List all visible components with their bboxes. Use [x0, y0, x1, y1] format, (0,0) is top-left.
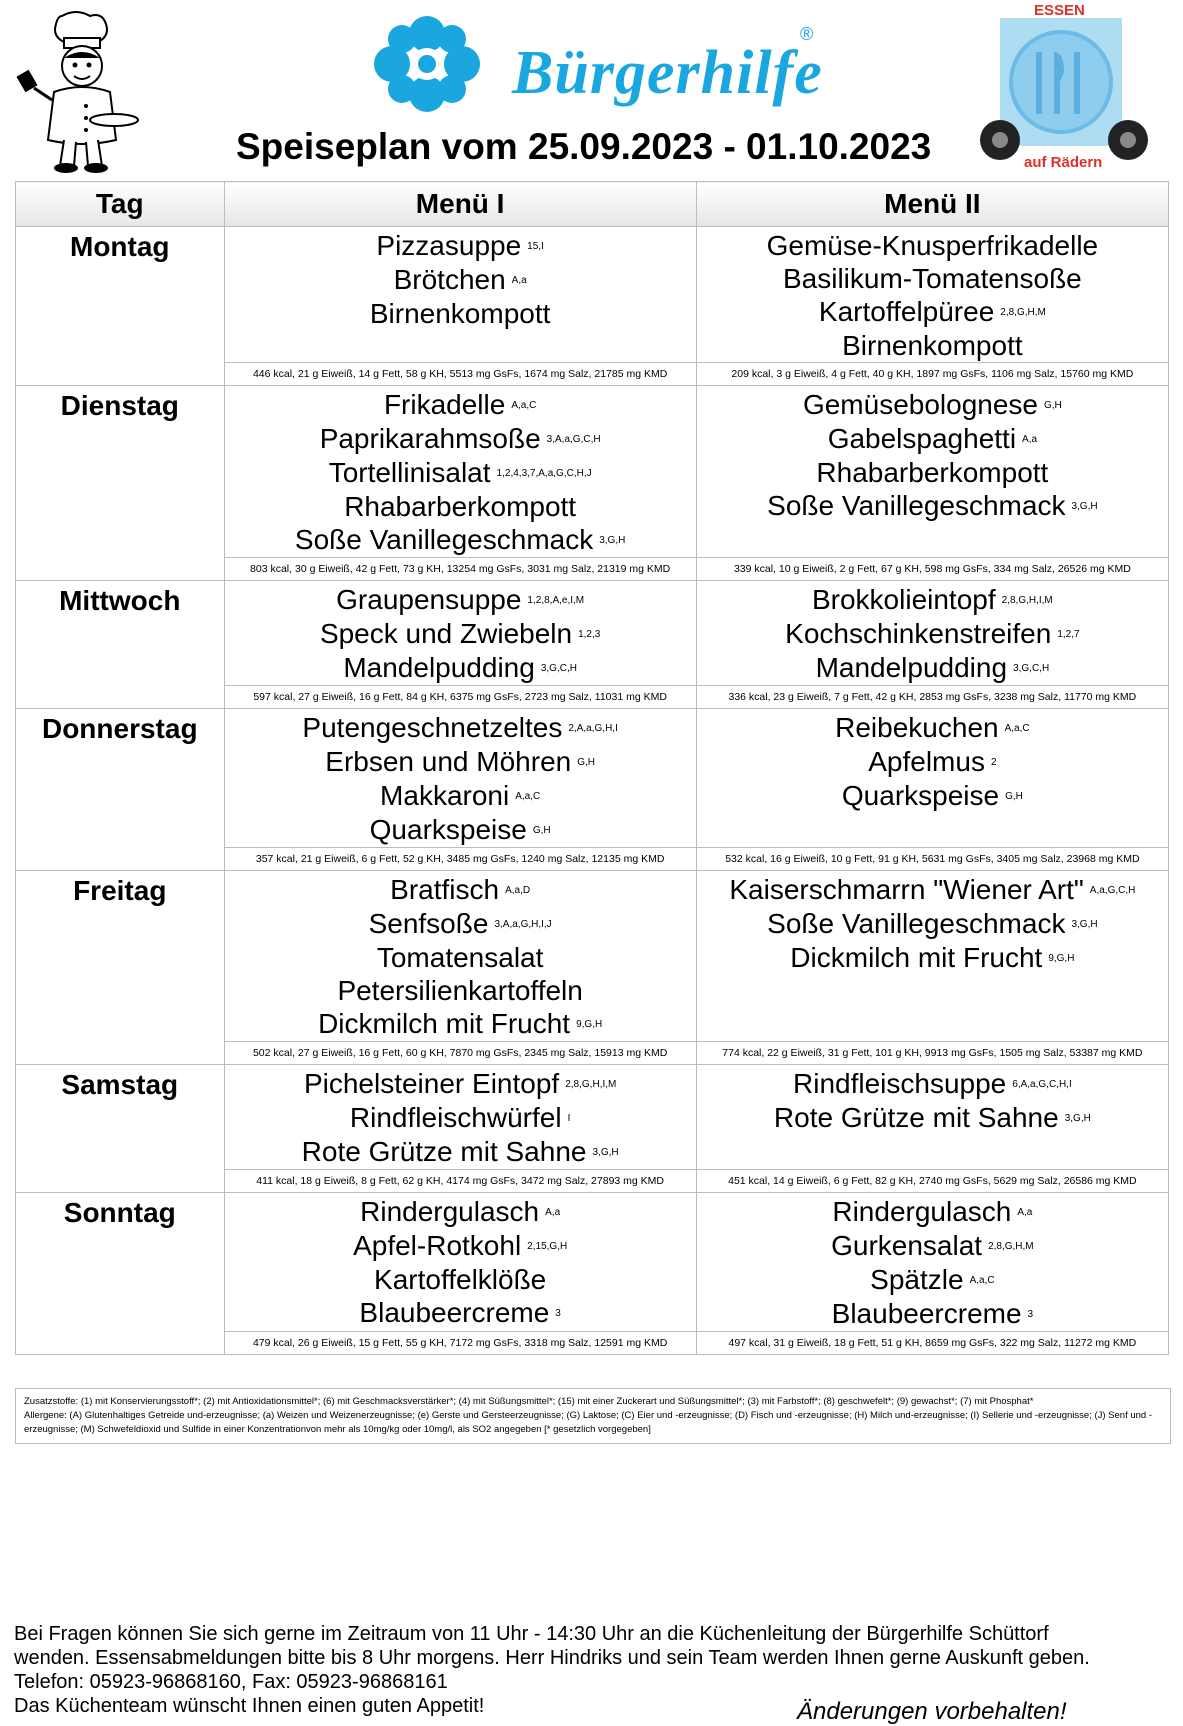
- nutrition-menu-1: 502 kcal, 27 g Eiweiß, 16 g Fett, 60 g KH, 7870 mg GsFs, 2345 mg Salz, 15913 mg KMD: [224, 1042, 696, 1065]
- table-header-row: [16, 182, 1169, 227]
- dish-name: Mandelpudding: [343, 652, 535, 683]
- meal-plate-icon: [970, 0, 1170, 180]
- allergen-code: A,a: [1022, 434, 1038, 445]
- dish-item: [225, 813, 696, 847]
- chef-illustration: [14, 8, 149, 178]
- dish-item: [225, 779, 696, 813]
- dish-name: Apfelmus: [868, 746, 985, 777]
- day-row: [16, 709, 1169, 848]
- dish-item: [697, 651, 1168, 685]
- dish-item: [225, 1296, 696, 1330]
- allergen-code: 3: [555, 1308, 561, 1319]
- dish-item: [225, 1263, 696, 1296]
- allergen-code: 3,G,H: [1071, 501, 1098, 512]
- dish-item: [697, 456, 1168, 489]
- auf-raedern-label: auf Rädern: [1024, 154, 1103, 171]
- allergen-code: 2,15,G,H: [527, 1241, 568, 1252]
- nutrition-menu-1: 803 kcal, 30 g Eiweiß, 42 g Fett, 73 g KH, 13254 mg GsFs, 3031 mg Salz, 21319 mg KMD: [224, 558, 696, 581]
- dish-item: [697, 583, 1168, 617]
- dish-name: Reibekuchen: [835, 712, 999, 743]
- dish-name: Rindergulasch: [832, 1196, 1012, 1227]
- day-row: [16, 227, 1169, 363]
- dish-item: [697, 1263, 1168, 1297]
- dish-item: [225, 745, 696, 779]
- dish-item: [225, 1067, 696, 1101]
- dish-name: Soße Vanillegeschmack: [767, 490, 1066, 521]
- allergen-code: 2: [990, 757, 997, 768]
- dish-name: Brötchen: [393, 264, 506, 295]
- essen-label: ESSEN: [1034, 2, 1085, 19]
- day-name: Mittwoch: [16, 581, 225, 709]
- allergen-code: I: [567, 1113, 571, 1124]
- nutrition-menu-1: 597 kcal, 27 g Eiweiß, 16 g Fett, 84 g KH, 6375 mg GsFs, 2723 mg Salz, 11031 mg KMD: [224, 686, 696, 709]
- dish-name: Graupensuppe: [336, 584, 522, 615]
- dish-item: [697, 711, 1168, 745]
- allergen-code: A,a: [1017, 1207, 1033, 1218]
- day-row: [16, 1193, 1169, 1332]
- dish-name: Erbsen und Möhren: [325, 746, 572, 777]
- nutrition-menu-1: 411 kcal, 18 g Eiweiß, 8 g Fett, 62 g KH, 4174 mg GsFs, 3472 mg Salz, 27893 mg KMD: [224, 1170, 696, 1193]
- day-name: Sonntag: [16, 1193, 225, 1355]
- nutrition-menu-1: 357 kcal, 21 g Eiweiß, 6 g Fett, 52 g KH, 3485 mg GsFs, 1240 mg Salz, 12135 mg KMD: [224, 848, 696, 871]
- dish-item: [697, 295, 1168, 329]
- dish-name: Rote Grütze mit Sahne: [301, 1136, 587, 1167]
- dish-name: Gurkensalat: [831, 1230, 983, 1261]
- dish-name: Frikadelle: [383, 389, 506, 420]
- nutrition-menu-1: 446 kcal, 21 g Eiweiß, 14 g Fett, 58 g KH, 5513 mg GsFs, 1674 mg Salz, 21785 mg KMD: [224, 363, 696, 386]
- dish-item: [225, 974, 696, 1007]
- dish-item: [225, 490, 696, 523]
- dish-name: Gemüse-Knusperfrikadelle: [766, 230, 1099, 261]
- dish-name: Dickmilch mit Frucht: [318, 1008, 571, 1039]
- dish-name: Apfel-Rotkohl: [353, 1230, 522, 1261]
- dish-item: [225, 1007, 696, 1041]
- dish-item: [225, 388, 696, 422]
- dish-name: Soße Vanillegeschmack: [767, 908, 1066, 939]
- dish-item: [697, 745, 1168, 779]
- dish-name: Rhabarberkompott: [816, 457, 1049, 488]
- dish-name: Kochschinkenstreifen: [785, 618, 1052, 649]
- dish-name: Quarkspeise: [369, 814, 527, 845]
- dish-name: Kartoffelklöße: [374, 1264, 547, 1295]
- menu-2-cell: [696, 386, 1168, 558]
- allergen-code: 15,I: [527, 241, 544, 252]
- dish-name: Spätzle: [870, 1264, 964, 1295]
- dish-name: Petersilienkartoffeln: [337, 975, 583, 1006]
- allergen-code: 1,2,8,A,e,I,M: [527, 595, 585, 606]
- allergen-code: 3,G,H: [1064, 1113, 1091, 1124]
- dish-name: Rindfleischwürfel: [349, 1102, 562, 1133]
- allergen-code: 9,G,H: [1048, 953, 1075, 964]
- dish-item: [697, 907, 1168, 941]
- menu-table: [15, 181, 1169, 1355]
- dish-item: [697, 262, 1168, 295]
- dish-name: Blaubeercreme: [359, 1297, 550, 1328]
- allergen-code: 1,2,4,3,7,A,a,G,C,H,J: [496, 468, 592, 479]
- dish-item: [697, 388, 1168, 422]
- footer-line-2: wenden. Essensabmeldungen bitte bis 8 Uhr morgens. Herr Hindriks und sein Team werden Ihnen gerne Auskunft geben.: [14, 1647, 1090, 1669]
- allergen-code: A,a,C: [969, 1275, 995, 1286]
- dish-item: [697, 1101, 1168, 1135]
- day-name: Freitag: [16, 871, 225, 1065]
- allergen-code: 9,G,H: [576, 1019, 603, 1030]
- day-name: Montag: [16, 227, 225, 386]
- table-body: [16, 227, 1169, 1355]
- dish-name: Rindfleischsuppe: [793, 1068, 1007, 1099]
- footer-line-3: Telefon: 05923-96868160, Fax: 05923-96868161: [14, 1671, 448, 1693]
- menu-2-cell: [696, 227, 1168, 363]
- allergen-code: 2,8,G,H,I,M: [565, 1079, 617, 1090]
- dish-name: Mandelpudding: [815, 652, 1008, 683]
- dish-item: [697, 489, 1168, 523]
- dish-item: [225, 617, 696, 651]
- dish-name: Tomatensalat: [376, 942, 544, 973]
- dish-name: Gabelspaghetti: [827, 423, 1017, 454]
- allergen-code: 3,G,H: [599, 535, 626, 546]
- nutrition-menu-1: 479 kcal, 26 g Eiweiß, 15 g Fett, 55 g KH, 7172 mg GsFs, 3318 mg Salz, 12591 mg KMD: [224, 1332, 696, 1355]
- essen-auf-raedern-logo: [970, 0, 1170, 180]
- menu-2-cell: [696, 871, 1168, 1042]
- allergen-code: A,a: [511, 275, 527, 286]
- dish-name: Birnenkompott: [369, 298, 551, 329]
- allergen-code: A,a,G,C,H: [1089, 885, 1136, 896]
- nutrition-menu-2: 336 kcal, 23 g Eiweiß, 7 g Fett, 42 g KH, 2853 mg GsFs, 3238 mg Salz, 11770 mg KMD: [696, 686, 1168, 709]
- dish-item: [225, 941, 696, 974]
- allergen-code: 1,2,7: [1057, 629, 1080, 640]
- dish-name: Speck und Zwiebeln: [319, 618, 573, 649]
- dish-item: [697, 229, 1168, 262]
- additives-line: Zusatzstoffe: (1) mit Konservierungsstoff*; (2) mit Antioxidationsmittel*; (6) mit Geschmacksverstärker*; (4) mit Süßungsmittel*; (15) mit einer Zuckerart und Süßungsmittel*; (3) mit Farbstoff*; (8) geschwefelt*; (9) gewachst*; (7) mit Phosphat*: [24, 1396, 1034, 1407]
- dish-item: [697, 329, 1168, 362]
- changes-reserved-note: Änderungen vorbehalten!: [797, 1698, 1067, 1725]
- dish-name: Birnenkompott: [842, 330, 1023, 361]
- day-name: Dienstag: [16, 386, 225, 581]
- dish-name: Kaiserschmarrn "Wiener Art": [729, 874, 1084, 905]
- allergen-code: 2,8,G,H,M: [1000, 307, 1046, 318]
- dish-name: Bratfisch: [390, 874, 500, 905]
- nutrition-menu-2: 497 kcal, 31 g Eiweiß, 18 g Fett, 51 g KH, 8659 mg GsFs, 322 mg Salz, 11272 mg KMD: [696, 1332, 1168, 1355]
- dish-item: [697, 1297, 1168, 1331]
- additives-allergens-notes: [15, 1388, 1171, 1444]
- dish-item: [225, 873, 696, 907]
- dish-item: [225, 263, 696, 297]
- dish-item: [225, 1195, 696, 1229]
- allergen-code: G,H: [577, 757, 595, 768]
- buergerhilfe-logo: [372, 14, 823, 124]
- dish-item: [697, 779, 1168, 813]
- menu-1-cell: [224, 386, 696, 558]
- registered-mark: ®: [800, 24, 814, 44]
- day-name: Donnerstag: [16, 709, 225, 871]
- dish-item: [225, 456, 696, 490]
- dish-item: [697, 422, 1168, 456]
- allergen-code: 3,G,H: [1071, 919, 1098, 930]
- day-row: [16, 386, 1169, 558]
- dish-name: Pichelsteiner Eintopf: [303, 1068, 560, 1099]
- flower-icon: [372, 14, 482, 114]
- allergen-code: 6,A,a,G,C,H,I: [1012, 1079, 1072, 1090]
- allergen-code: A,a,C: [511, 400, 537, 411]
- footer-line-4: Das Küchenteam wünscht Ihnen einen guten Appetit!: [14, 1695, 485, 1717]
- allergen-code: 3,G,C,H: [540, 663, 577, 674]
- dish-name: Senfsoße: [368, 908, 489, 939]
- logo-text: Bürgerhilfe: [512, 39, 823, 107]
- allergen-code: 1,2,3: [578, 629, 601, 640]
- allergen-code: A,a: [545, 1207, 561, 1218]
- allergen-code: G,H: [1005, 791, 1023, 802]
- menu-2-cell: [696, 709, 1168, 848]
- menu-1-cell: [224, 1193, 696, 1332]
- allergen-code: 2,A,a,G,H,I: [568, 723, 618, 734]
- dish-name: Basilikum-Tomatensoße: [782, 263, 1082, 294]
- dish-item: [225, 229, 696, 263]
- allergen-code: 3,A,a,G,H,I,J: [494, 919, 552, 930]
- menu-1-cell: [224, 709, 696, 848]
- footer-line-1: Bei Fragen können Sie sich gerne im Zeitraum von 11 Uhr - 14:30 Uhr an die Küchenleitung der Bürgerhilfe Schüttorf: [14, 1623, 1049, 1645]
- header-menu-1: Menü I: [224, 182, 696, 227]
- dish-name: Quarkspeise: [841, 780, 1000, 811]
- allergen-code: 3,G,H: [592, 1147, 619, 1158]
- allergen-code: G,H: [532, 825, 551, 836]
- dish-item: [225, 297, 696, 330]
- day-row: [16, 581, 1169, 686]
- allergen-code: 2,8,G,H,I,M: [1001, 595, 1053, 606]
- nutrition-menu-2: 451 kcal, 14 g Eiweiß, 6 g Fett, 82 g KH, 2740 mg GsFs, 5629 mg Salz, 26586 mg KMD: [696, 1170, 1168, 1193]
- header-day: Tag: [16, 182, 225, 227]
- dish-name: Brokkolieintopf: [811, 584, 996, 615]
- allergen-code: 3,G,C,H: [1013, 663, 1050, 674]
- day-row: [16, 871, 1169, 1042]
- nutrition-menu-2: 532 kcal, 16 g Eiweiß, 10 g Fett, 91 g KH, 5631 mg GsFs, 3405 mg Salz, 23968 mg KMD: [696, 848, 1168, 871]
- allergen-code: 3: [1027, 1309, 1034, 1320]
- dish-item: [225, 711, 696, 745]
- dish-item: [697, 873, 1168, 907]
- menu-2-cell: [696, 1193, 1168, 1332]
- menu-2-cell: [696, 581, 1168, 686]
- header-menu-2: Menü II: [696, 182, 1168, 227]
- dish-name: Pizzasuppe: [376, 230, 522, 261]
- allergen-code: A,a,D: [505, 885, 531, 896]
- dish-item: [225, 907, 696, 941]
- menu-2-cell: [696, 1065, 1168, 1170]
- dish-item: [225, 1229, 696, 1263]
- dish-name: Tortellinisalat: [328, 457, 491, 488]
- allergen-code: 3,A,a,G,C,H: [546, 434, 601, 445]
- dish-name: Blaubeercreme: [831, 1298, 1022, 1329]
- dish-item: [697, 617, 1168, 651]
- nutrition-menu-2: 209 kcal, 3 g Eiweiß, 4 g Fett, 40 g KH, 1897 mg GsFs, 1106 mg Salz, 15760 mg KMD: [696, 363, 1168, 386]
- dish-item: [225, 523, 696, 557]
- nutrition-menu-2: 339 kcal, 10 g Eiweiß, 2 g Fett, 67 g KH, 598 mg GsFs, 334 mg Salz, 26526 mg KMD: [696, 558, 1168, 581]
- header: [0, 0, 1183, 180]
- menu-1-cell: [224, 1065, 696, 1170]
- dish-item: [697, 1195, 1168, 1229]
- dish-item: [225, 422, 696, 456]
- dish-item: [697, 1229, 1168, 1263]
- menu-1-cell: [224, 227, 696, 363]
- dish-item: [697, 941, 1168, 975]
- dish-name: Kartoffelpüree: [818, 296, 995, 327]
- dish-name: Putengeschnetzeltes: [302, 712, 563, 743]
- dish-item: [697, 1067, 1168, 1101]
- page-title: Speiseplan vom 25.09.2023 - 01.10.2023: [236, 126, 932, 167]
- dish-name: Makkaroni: [380, 780, 510, 811]
- dish-name: Rindergulasch: [360, 1196, 540, 1227]
- allergen-code: 2,8,G,H,M: [988, 1241, 1034, 1252]
- dish-name: Gemüsebolognese: [802, 389, 1038, 420]
- allergen-code: A,a,C: [515, 791, 541, 802]
- day-name: Samstag: [16, 1065, 225, 1193]
- dish-name: Dickmilch mit Frucht: [790, 942, 1043, 973]
- dish-item: [225, 583, 696, 617]
- dish-item: [225, 1135, 696, 1169]
- menu-1-cell: [224, 581, 696, 686]
- day-row: [16, 1065, 1169, 1170]
- allergen-code: A,a,C: [1004, 723, 1030, 734]
- dish-item: [225, 1101, 696, 1135]
- allergens-line: Allergene: (A) Glutenhaltiges Getreide und-erzeugnisse; (a) Weizen und Weizenerzeugnisse; (e) Gerste und Gersteerzeugnisse; (G) Laktose; (C) Eier und -erzeugnisse; (D) Fisch und -erzeugnisse; (H) Milch und-erzeugnisse; (I) Sellerie und -erzeugnisse; (J) Senf und -erzeugnisse; (M) Schwefeldioxid und Sulfide in einer Konzentrationvon mehr als 10mg/kg oder 10mg/l, als SO2 angegeben [* gesetzlich vorgegeben]: [24, 1410, 1153, 1435]
- dish-name: Soße Vanillegeschmack: [294, 524, 594, 555]
- dish-name: Paprikarahmsoße: [319, 423, 541, 454]
- allergen-code: G,H: [1044, 400, 1062, 411]
- dish-item: [225, 651, 696, 685]
- menu-1-cell: [224, 871, 696, 1042]
- nutrition-menu-2: 774 kcal, 22 g Eiweiß, 31 g Fett, 101 g KH, 9913 mg GsFs, 1505 mg Salz, 53387 mg KMD: [696, 1042, 1168, 1065]
- dish-name: Rhabarberkompott: [344, 491, 577, 522]
- dish-name: Rote Grütze mit Sahne: [773, 1102, 1059, 1133]
